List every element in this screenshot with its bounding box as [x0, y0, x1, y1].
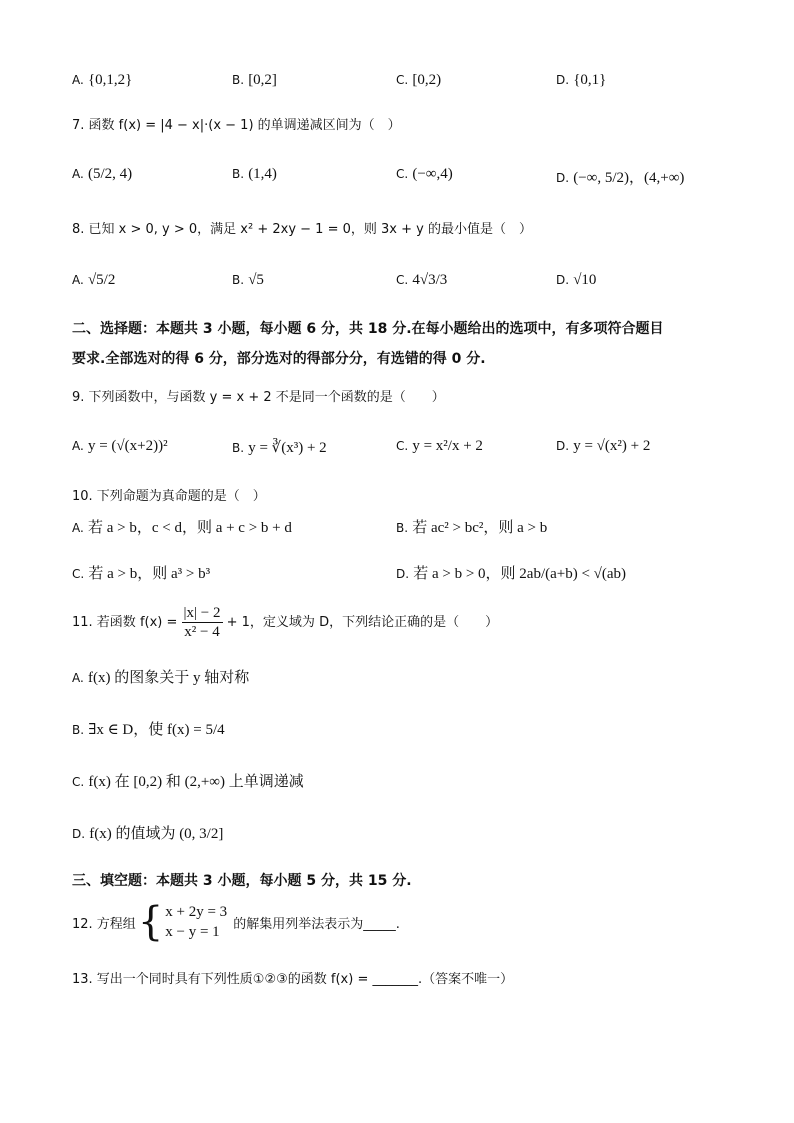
- q10-option-a: [72, 516, 292, 537]
- option-expr: √10: [573, 272, 597, 288]
- q10-option-d: [396, 562, 626, 583]
- option-label: D.: [556, 273, 570, 287]
- option-expr: √5/2: [87, 272, 116, 288]
- q12-suffix: 的解集用列举法表示为_____.: [233, 916, 400, 932]
- option-expr: {0,1,2}: [87, 72, 133, 88]
- q10-stem: 10. 下列命题为真命题的是（ ）: [72, 489, 266, 504]
- q9-stem: 9. 下列函数中，与函数 y = x + 2 不是同一个函数的是（ ）: [72, 390, 445, 405]
- q7-option-b: [232, 166, 277, 183]
- option-expr: f(x) 的值域为 (0, 3/2]: [89, 826, 224, 842]
- option-expr: (1,4): [248, 166, 277, 182]
- option-label: C.: [396, 167, 409, 181]
- q8-option-c: [396, 272, 447, 289]
- q9-option-d: [556, 438, 650, 455]
- q8-option-a: [72, 272, 115, 289]
- option-label: B.: [232, 273, 245, 287]
- option-label: D.: [556, 73, 570, 87]
- option-label: C.: [396, 73, 409, 87]
- option-label: C.: [396, 439, 409, 453]
- q11-option-c: [72, 770, 304, 791]
- section-3-heading: 三、填空题：本题共 3 小题，每小题 5 分，共 15 分.: [72, 873, 412, 889]
- option-expr: y = √(x²) + 2: [573, 438, 651, 454]
- q11-stem-prefix: 11. 若函数 f(x) =: [72, 615, 178, 630]
- option-label: A.: [72, 167, 84, 181]
- q12-prefix: 12. 方程组: [72, 916, 136, 932]
- q9-option-c: [396, 438, 483, 455]
- q8-option-d: [556, 272, 596, 289]
- option-label: A.: [72, 439, 84, 453]
- option-expr: 若 a > b，c < d，则 a + c > b + d: [87, 520, 292, 536]
- option-label: B.: [72, 723, 85, 737]
- option-expr: {0,1}: [573, 72, 607, 88]
- option-expr: (−∞,4): [412, 166, 453, 182]
- q12-stem: [72, 899, 400, 945]
- q9-option-b: [232, 438, 327, 457]
- option-label: B.: [232, 441, 245, 455]
- option-expr: (5/2, 4): [87, 166, 133, 182]
- option-label: B.: [232, 167, 245, 181]
- q11-stem-suffix: + 1，定义域为 D，下列结论正确的是（ ）: [226, 615, 499, 630]
- q6-option-d: [556, 72, 606, 89]
- q8-option-b: [232, 272, 264, 289]
- option-expr: y = x²/x + 2: [412, 438, 483, 454]
- option-label: B.: [396, 521, 409, 535]
- option-expr: y = ∛(x³) + 2: [248, 440, 327, 456]
- option-expr: 若 ac² > bc²，则 a > b: [412, 520, 548, 536]
- option-expr: f(x) 在 [0,2) 和 (2,+∞) 上单调递减: [88, 774, 304, 790]
- option-expr: 4√3/3: [412, 272, 448, 288]
- q7-option-c: [396, 166, 453, 183]
- q12-equation-1: x + 2y = 3: [165, 904, 228, 920]
- section-2-heading-line1: 二、选择题：本题共 3 小题，每小题 6 分，共 18 分.在每小题给出的选项中，有多项符合题目: [72, 321, 664, 337]
- option-label: D.: [396, 567, 410, 581]
- q12-equation-2: x − y = 1: [165, 924, 220, 940]
- q6-option-a: [72, 72, 132, 89]
- option-expr: 若 a > b，则 a³ > b³: [88, 566, 211, 582]
- q7-option-a: [72, 166, 132, 183]
- q8-stem: 8. 已知 x > 0, y > 0，满足 x² + 2xy − 1 = 0，则 3x + y 的最小值是（ ）: [72, 222, 532, 237]
- q11-option-b: [72, 718, 225, 739]
- option-expr: y = (√(x+2))²: [87, 438, 168, 454]
- option-label: D.: [72, 827, 86, 841]
- q11-fraction: [182, 604, 223, 641]
- option-expr: f(x) 的图象关于 y 轴对称: [87, 670, 250, 686]
- option-label: A.: [72, 521, 84, 535]
- q7-stem: 7. 函数 f(x) = |4 − x|·(x − 1) 的单调递减区间为（ ）: [72, 118, 401, 133]
- option-label: D.: [556, 439, 570, 453]
- option-expr: (−∞, 5/2)，(4,+∞): [573, 170, 685, 186]
- q10-option-c: [72, 562, 210, 583]
- q7-option-d: [556, 166, 684, 187]
- option-label: A.: [72, 671, 84, 685]
- q12-equation-system: [165, 902, 227, 942]
- q11-fraction-numerator: |x| − 2: [183, 605, 221, 621]
- option-expr: ∃x ∈ D，使 f(x) = 5/4: [88, 722, 225, 738]
- option-label: B.: [232, 73, 245, 87]
- option-label: C.: [72, 567, 85, 581]
- option-expr: √5: [248, 272, 264, 288]
- q9-option-a: [72, 438, 168, 455]
- option-expr: [0,2): [412, 72, 442, 88]
- q11-stem: [72, 604, 498, 641]
- option-label: A.: [72, 273, 84, 287]
- q13-stem: 13. 写出一个同时具有下列性质①②③的函数 f(x) = _______.（答案不唯一）: [72, 972, 514, 987]
- option-label: C.: [396, 273, 409, 287]
- option-label: C.: [72, 775, 85, 789]
- section-2-heading-line2: 要求.全部选对的得 6 分，部分选对的得部分分，有选错的得 0 分.: [72, 351, 486, 367]
- option-expr: 若 a > b > 0，则 2ab/(a+b) < √(ab): [413, 566, 627, 582]
- option-label: D.: [556, 171, 570, 185]
- option-label: A.: [72, 73, 84, 87]
- brace-icon: {: [137, 899, 164, 945]
- q11-option-a: [72, 666, 249, 687]
- q11-fraction-denominator: x² − 4: [184, 624, 220, 640]
- q6-option-b: [232, 72, 277, 89]
- q6-option-c: [396, 72, 441, 89]
- q10-option-b: [396, 516, 547, 537]
- option-expr: [0,2]: [248, 72, 277, 88]
- q11-option-d: [72, 822, 223, 843]
